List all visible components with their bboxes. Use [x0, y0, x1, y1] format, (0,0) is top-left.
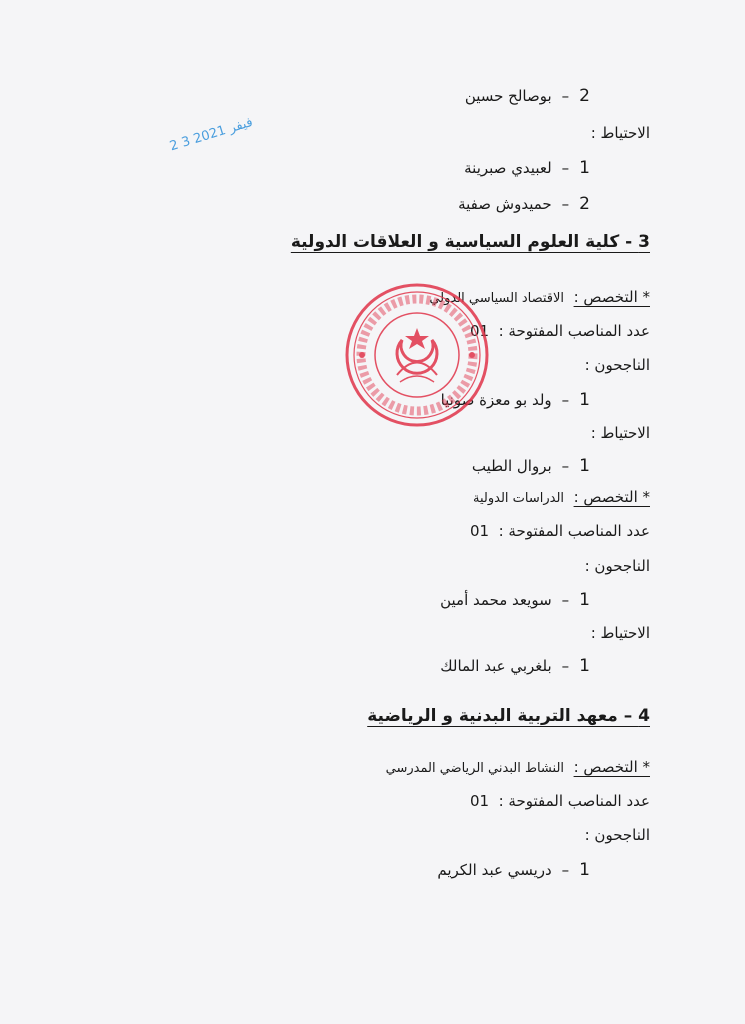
winners-label: الناجحون : — [584, 826, 650, 844]
reserve-label: الاحتياط : — [590, 124, 650, 142]
specialty-row: * التخصص : الاقتصاد السياسي الدولي — [429, 288, 650, 306]
positions-row: عدد المناصب المفتوحة : 01 — [469, 792, 650, 810]
specialty-row: * التخصص : النشاط البدني الرياضي المدرسي — [385, 758, 650, 776]
winner-row: 1–سويعد محمد أمين — [440, 590, 590, 610]
winners-label: الناجحون : — [584, 356, 650, 374]
section-title: 4 – معهد التربية البدنية و الرياضية — [367, 706, 650, 726]
winner-row: 1–دريسي عبد الكريم — [437, 860, 590, 880]
reserve-row: 1–لعبيدي صبرينة — [464, 158, 590, 178]
official-seal — [342, 280, 492, 430]
winners-label: الناجحون : — [584, 557, 650, 575]
reserve-row: 1–بروال الطيب — [471, 456, 590, 476]
specialty-row: * التخصص : الدراسات الدولية — [472, 488, 650, 506]
reserve-row: 1–بلغربي عبد المالك — [440, 656, 590, 676]
reserve-row: 2–حميدوش صفية — [458, 194, 590, 214]
date-stamp: 2 3 فيفر 2021 — [168, 114, 255, 155]
winner-row: 2–بوصالح حسين — [464, 86, 590, 106]
positions-row: عدد المناصب المفتوحة : 01 — [469, 322, 650, 340]
section-title: 3 - كلية العلوم السياسية و العلاقات الدولية — [290, 232, 650, 252]
reserve-label: الاحتياط : — [590, 424, 650, 442]
positions-row: عدد المناصب المفتوحة : 01 — [469, 522, 650, 540]
reserve-label: الاحتياط : — [590, 624, 650, 642]
winner-row: 1–ولد بو معزة صونيا — [440, 390, 590, 410]
